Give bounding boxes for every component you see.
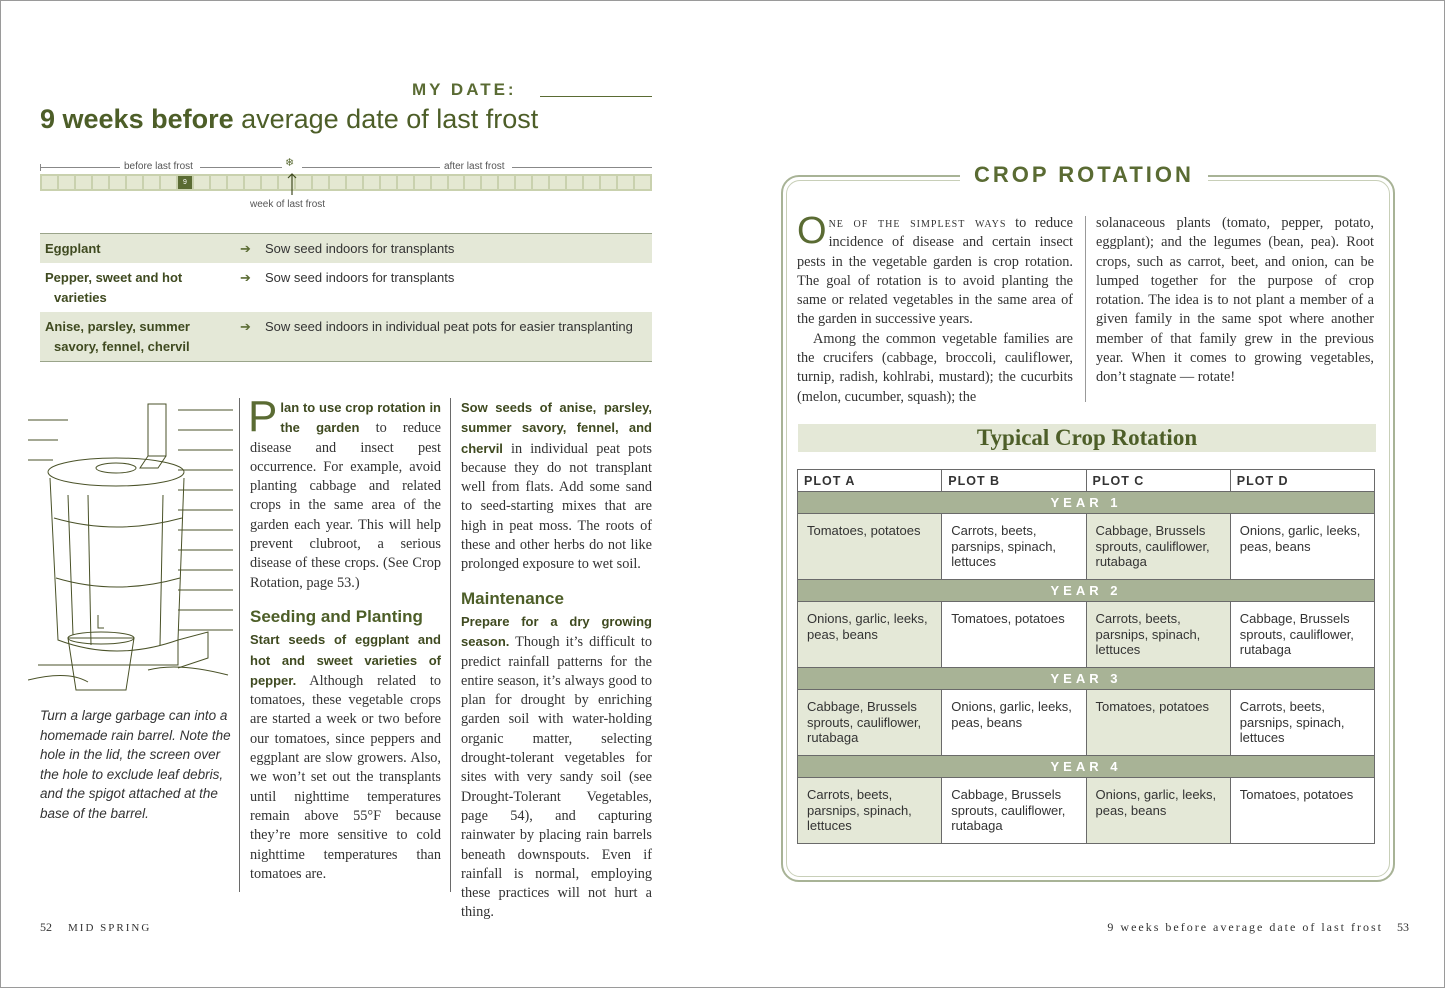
timeline-week-cell xyxy=(330,176,345,189)
paragraph-body: Though it’s difficult to predict rainfall patterns for the entire season, it’s always good to plan for drought by enriching garden soil with water-holding organic matter, selecting drought-tolerant vegetables for sites with very sandy soil (see Drought-Tolerant Vegetables, page 54), and capturing rainwater by placing rain barrels beneath downspouts. Even if rainfall is normal, employing these practices will not hurt a thing. xyxy=(461,634,652,921)
timeline-week-cell xyxy=(465,176,480,189)
timeline-week-cell xyxy=(499,176,514,189)
table-cell: Carrots, beets, parsnips, spinach, lettuces xyxy=(1230,690,1374,756)
timeline-week-cell xyxy=(533,176,548,189)
timeline-week-cell xyxy=(313,176,328,189)
year-label: YEAR 1 xyxy=(798,492,1375,514)
timeline-week-cell xyxy=(601,176,616,189)
timeline-after-rule xyxy=(302,167,440,168)
intro-column-1 xyxy=(797,210,1073,407)
table-cell: Tomatoes, potatoes xyxy=(942,602,1086,668)
crop-rotation-table xyxy=(797,469,1375,844)
timeline-after-label: after last frost xyxy=(444,161,505,172)
page-title-bold: 9 weeks before xyxy=(40,104,234,134)
drop-cap: P xyxy=(248,392,278,441)
timeline-week-cell xyxy=(76,176,91,189)
schedule-crop xyxy=(45,239,240,259)
timeline-week-cell xyxy=(618,176,633,189)
timeline-week-cell xyxy=(127,176,142,189)
timeline-week-cell xyxy=(211,176,226,189)
timeline-week-cell xyxy=(194,176,209,189)
page-number: 52 xyxy=(40,920,52,934)
year-label: YEAR 3 xyxy=(798,668,1375,690)
schedule-action: Sow seed indoors in individual peat pots for easier transplanting xyxy=(265,319,633,334)
crop-name-line: Eggplant xyxy=(45,241,101,256)
timeline-week-cell xyxy=(161,176,176,189)
timeline-week-cell xyxy=(228,176,243,189)
paragraph-body: Although related to tomatoes, these vegetable crops are started a week or two before our tomatoes, since peppers and eggplant are slow growers. Also, we won’t set out the transplants until nighttime temperatures remain above 55°F because they’re more sensitive to cold nighttime temperatures than tomatoes are. xyxy=(250,672,441,882)
table-cell: Carrots, beets, parsnips, spinach, lettuces xyxy=(942,514,1086,580)
drop-cap: O xyxy=(797,210,827,252)
last-frost-marker-icon xyxy=(286,172,298,196)
box-title: CROP ROTATION xyxy=(960,162,1208,188)
timeline-week-cell xyxy=(550,176,565,189)
timeline-week-cell xyxy=(584,176,599,189)
section-heading-maintenance: Maintenance xyxy=(461,588,564,608)
timeline-before-rule xyxy=(40,167,120,168)
table-cell: Cabbage, Brussels sprouts, cauliflower, rutabaga xyxy=(942,778,1086,844)
timeline-before-label: before last frost xyxy=(124,161,193,172)
year-row xyxy=(798,580,1375,602)
timeline-week-cell xyxy=(482,176,497,189)
table-row xyxy=(798,602,1375,668)
plot-column-header: PLOT A xyxy=(798,470,942,492)
timeline-week-bar xyxy=(40,174,652,191)
running-head: 9 weeks before average date of last frost xyxy=(1107,920,1383,934)
paragraph-lead: Start seeds of eggplant and hot and sweet varieties of pepper. xyxy=(250,632,441,688)
table-cell: Carrots, beets, parsnips, spinach, lettuces xyxy=(798,778,942,844)
snowflake-icon: ❄ xyxy=(285,157,295,169)
illustration-caption: Turn a large garbage can into a homemade rain barrel. Note the hole in the lid, the screen over the hole to exclude leaf debris, and the spigot attached at the base of the barrel. xyxy=(40,708,231,821)
table-cell: Tomatoes, potatoes xyxy=(1086,690,1230,756)
timeline-week-cell xyxy=(398,176,413,189)
timeline-after-rule-2 xyxy=(512,167,652,168)
section-heading-seeding: Seeding and Planting xyxy=(250,606,423,626)
timeline-week-cell xyxy=(432,176,447,189)
paragraph-lead: Sow seeds of anise, parsley, summer savory, fennel, and chervil xyxy=(461,400,652,456)
timeline-week-cell xyxy=(364,176,379,189)
paragraph-body: to reduce disease and insect pest occurrence. For example, avoid planting cabbage and related crops in the same area of the garden each year. This will help prevent clubroot, a serious disease of these crops. (See Crop Rotation, page 53.) xyxy=(250,420,441,591)
page-number: 53 xyxy=(1397,920,1409,934)
year-label: YEAR 2 xyxy=(798,580,1375,602)
year-row xyxy=(798,492,1375,514)
rain-barrel-illustration xyxy=(28,400,233,705)
schedule-row xyxy=(40,234,652,263)
page-title xyxy=(40,104,538,135)
crop-name-line: Anise, parsley, summer xyxy=(45,319,190,334)
timeline-week-cell xyxy=(59,176,74,189)
table-cell: Cabbage, Brussels sprouts, cauliflower, rutabaga xyxy=(1230,602,1374,668)
arrow-right-icon: ➔ xyxy=(240,319,251,334)
column-rule-2 xyxy=(450,398,451,892)
timeline-week-cell xyxy=(262,176,277,189)
my-date-label: MY DATE: xyxy=(412,80,517,99)
plot-column-header: PLOT C xyxy=(1086,470,1230,492)
timeline-week-cell xyxy=(42,176,57,189)
paragraph-body: in individual peat pots because they do not transplant well from flats. Add some sand to seed-starting mixes that are high in peat moss. The roots of these and other herbs do not like prolonged exposure to wet soil. xyxy=(461,440,652,573)
paragraph-lead: Prepare for a dry growing season. xyxy=(461,613,652,650)
crop-name-line: Pepper, sweet and hot xyxy=(45,270,183,285)
timeline-week-cell xyxy=(516,176,531,189)
year-label: YEAR 4 xyxy=(798,756,1375,778)
year-row xyxy=(798,668,1375,690)
table-cell: Cabbage, Brussels sprouts, cauliflower, rutabaga xyxy=(798,690,942,756)
timeline-week-cell xyxy=(296,176,311,189)
table-cell: Tomatoes, potatoes xyxy=(1230,778,1374,844)
paragraph-body: to reduce incidence of disease and certain insect pests in the vegetable garden is crop rotation. The goal of rotation is to avoid planting the same or related vegetables in the same area of the garden in successive years. xyxy=(797,215,1073,328)
folio-right xyxy=(1107,920,1409,935)
timeline-week-label: week of last frost xyxy=(250,199,326,210)
page-title-rest: average date of last frost xyxy=(233,104,539,134)
timeline-week-cell xyxy=(93,176,108,189)
timeline-week-cell xyxy=(144,176,159,189)
timeline-before-rule-2 xyxy=(200,167,282,168)
timeline-week-cell xyxy=(635,176,650,189)
timeline-week-cell xyxy=(245,176,260,189)
timeline-week-cell xyxy=(347,176,362,189)
plot-column-header: PLOT D xyxy=(1230,470,1374,492)
arrow-right-icon: ➔ xyxy=(240,270,251,285)
schedule-crop xyxy=(45,317,240,357)
table-cell: Carrots, beets, parsnips, spinach, lettuces xyxy=(1086,602,1230,668)
crop-name-line: varieties xyxy=(54,290,107,305)
timeline-week-cell xyxy=(567,176,582,189)
herb-seeds-paragraph xyxy=(461,398,652,575)
schedule-row xyxy=(40,263,652,312)
table-row xyxy=(798,690,1375,756)
table-title: Typical Crop Rotation xyxy=(976,425,1198,450)
year-row xyxy=(798,756,1375,778)
intro-paragraph-2: Among the common vegetable families are the crucifers (cabbage, broccoli, cauliflower, turnip, radish, kohlrabi, mustard); the cucurbits (melon, cucumber, squash); the xyxy=(797,330,1073,405)
table-row xyxy=(798,514,1375,580)
schedule-crop xyxy=(45,268,240,308)
text-column-1 xyxy=(248,392,441,884)
intro-column-rule xyxy=(1085,216,1086,402)
schedule-action: Sow seed indoors for transplants xyxy=(265,270,455,285)
table-cell: Onions, garlic, leeks, peas, beans xyxy=(798,602,942,668)
timeline-current-week: 9 xyxy=(178,176,193,189)
running-head: MID SPRING xyxy=(68,922,152,934)
crop-name-line: savory, fennel, chervil xyxy=(54,339,190,354)
table-cell: Onions, garlic, leeks, peas, beans xyxy=(942,690,1086,756)
timeline-week-cell xyxy=(381,176,396,189)
small-caps-lead: ne of the simplest ways xyxy=(828,215,1007,231)
table-cell: Onions, garlic, leeks, peas, beans xyxy=(1086,778,1230,844)
timeline-week-cell xyxy=(110,176,125,189)
maintenance-paragraph xyxy=(461,612,652,923)
table-row xyxy=(798,778,1375,844)
my-date-entry-line[interactable] xyxy=(540,96,652,97)
intro-column-2: solanaceous plants (tomato, pepper, potato, eggplant); and the legumes (bean, pea). Root crops, such as carrot, beet, and onion, can be lumped together for the purpose of crop rotation. The idea is to not plant a member of a given family in the same spot where another member of that family grew in the previous year. When it comes to growing vegetables, don’t stagnate — rotate! xyxy=(1096,215,1374,386)
frost-timeline xyxy=(40,158,652,212)
schedule-row xyxy=(40,312,652,361)
intro-paragraph-1 xyxy=(797,210,1073,330)
column-rule-1 xyxy=(239,398,240,892)
table-header-row xyxy=(798,470,1375,492)
timeline-week-cell xyxy=(415,176,430,189)
table-cell: Cabbage, Brussels sprouts, cauliflower, rutabaga xyxy=(1086,514,1230,580)
text-column-2 xyxy=(461,398,652,923)
table-cell: Tomatoes, potatoes xyxy=(798,514,942,580)
paragraph-lead: lan to use crop rotation in the garden xyxy=(280,400,441,436)
folio-left xyxy=(40,920,151,935)
table-cell: Onions, garlic, leeks, peas, beans xyxy=(1230,514,1374,580)
schedule-action: Sow seed indoors for transplants xyxy=(265,241,455,256)
sowing-schedule-table xyxy=(40,233,652,362)
plot-column-header: PLOT B xyxy=(942,470,1086,492)
timeline-week-cell xyxy=(449,176,464,189)
seeding-paragraph xyxy=(250,630,441,884)
crop-rotation-paragraph xyxy=(248,392,441,593)
arrow-right-icon: ➔ xyxy=(240,241,251,256)
